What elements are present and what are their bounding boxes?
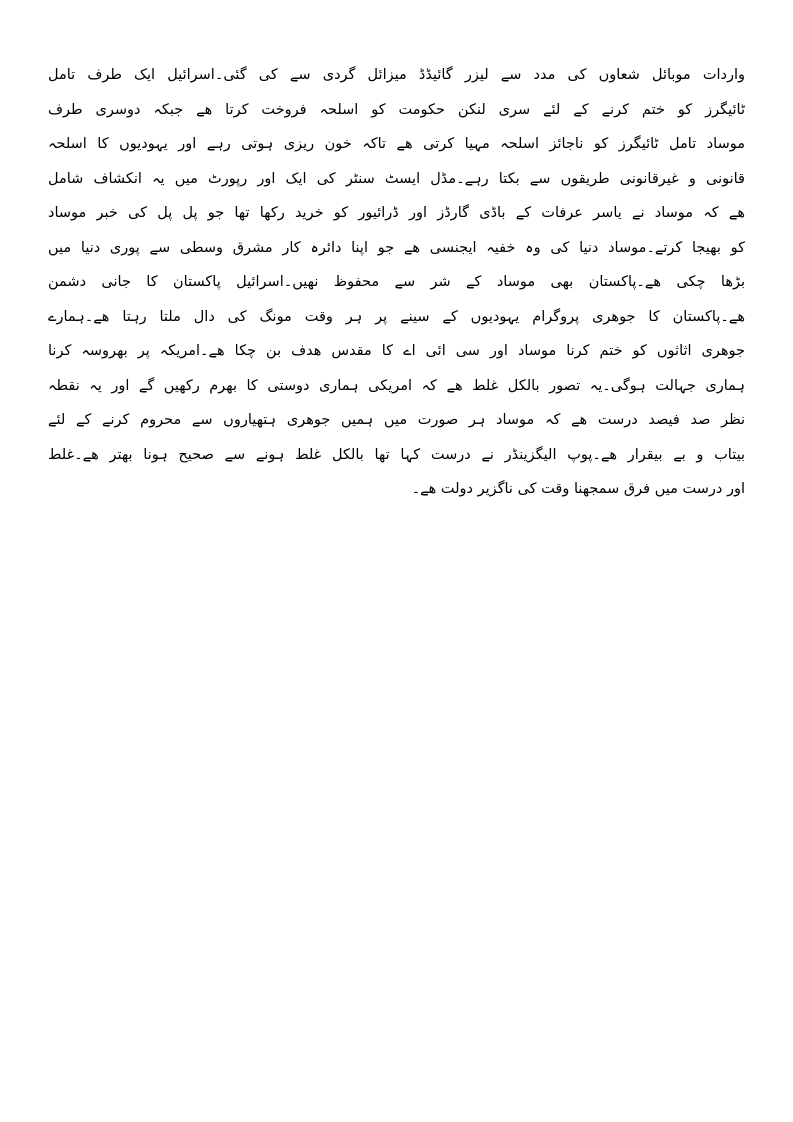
paragraph-line: ھے کہ موساد نے یاسر عرفات کے باڈی گارڈز اور ڈرائیور کو خرید رکھا تھا جو پل پل کی خبر موساد (48, 205, 745, 221)
paragraph-line: بڑھا چکی ھے۔پاکستان بھی موساد کے شر سے محفوظ نھیں۔اسرائیل پاکستان کا جانی دشمن (48, 274, 745, 290)
paragraph-line: واردات موبائل شعاوں کی مدد سے لیزر گائیڈڈ میزائل گردی سے کی گئی۔اسرائیل ایک طرف تامل (48, 67, 745, 83)
paragraph-last-line: اور درست میں فرق سمجھنا وقت کی ناگزیر دولت ھے۔ (411, 481, 745, 497)
paragraph-line: نظر صد فیصد درست ھے کہ موساد ہر صورت میں ہمیں جوھری ہتھیاروں سے محروم کرنے کے لئے (48, 412, 745, 428)
paragraph-line: ہماری جہالت ہوگی۔یہ تصور بالکل غلط ھے کہ امریکی ہماری دوستی کا بھرم رکھیں گے اور یہ نقطہ (48, 377, 745, 394)
paragraph-line: ٹائیگرز کو ختم کرنے کے لئے سری لنکن حکومت کو اسلحہ فروخت کرتا ھے جبکہ دوسری طرف (48, 101, 745, 118)
paragraph-line: بیتاب و بے بیقرار ھے۔پوپ الیگزینڈر نے درست کہا تھا بالکل غلط ہونے سے صحیح ہونا بھتر ھے۔غلط (48, 446, 745, 463)
paragraph-line: قانونی و غیرقانونی طریقوں سے بکتا رہے۔مڈل ایسٹ سنٹر کی ایک اور رپورٹ میں یہ انکشاف شامل (48, 170, 745, 187)
paragraph-line: ھے۔پاکستان کا جوھری پروگرام یہودیوں کے سینے پر ہر وقت مونگ کی دال ملتا رہتا ھے۔ہمارے (48, 308, 745, 325)
paragraph-line: موساد تامل ٹائیگرز کو ناجائز اسلحہ مہیا کرتی ھے تاکہ خون ریزی ہوتی رہے اور یہودیوں کا اسلحہ (48, 136, 745, 152)
paragraph-line: جوھری اثاثوں کو ختم کرنا موساد اور سی ائی اے کا مقدس ھدف بن چکا ھے۔امریکہ پر بھروسہ کرنا (48, 343, 745, 359)
paragraph-line: کو بھیجا کرتے۔موساد دنیا کی وہ خفیہ ایجنسی ھے جو اپنا دائرہ کار مشرق وسطی سے پوری دنیا میں (48, 239, 745, 256)
urdu-paragraph (48, 58, 745, 507)
